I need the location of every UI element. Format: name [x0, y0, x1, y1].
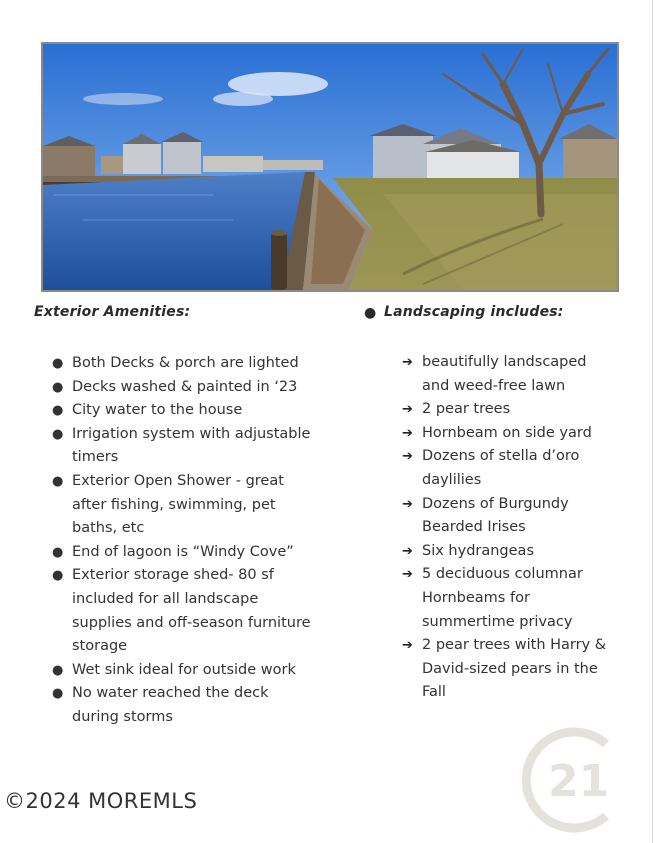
- arrow-icon: ➔: [402, 543, 413, 559]
- landscaping-item-text: Six hydrangeas: [422, 542, 534, 559]
- bullet-icon: ●: [52, 662, 64, 678]
- landscaping-item-text: Dozens of Burgundy Bearded Irises: [422, 495, 569, 536]
- amenity-item-text: Wet sink ideal for outside work: [72, 661, 296, 678]
- arrow-icon: ➔: [402, 496, 413, 512]
- landscaping-list: [402, 351, 617, 705]
- bullet-icon: ●: [52, 473, 64, 489]
- amenity-item-text: End of lagoon is “Windy Cove”: [72, 543, 294, 560]
- amenity-item-text: Exterior storage shed- 80 sf included for all landscape supplies and off-season furniture storage: [72, 567, 311, 655]
- arrow-icon: ➔: [402, 638, 413, 654]
- amenity-item: [52, 564, 312, 658]
- amenity-item-text: No water reached the deck during storms: [72, 685, 269, 725]
- bullet-icon: ●: [52, 403, 64, 419]
- amenity-item: [52, 423, 312, 470]
- arrow-icon: ➔: [402, 425, 413, 441]
- amenity-item-text: Decks washed & painted in ‘23: [72, 378, 298, 395]
- amenity-item-text: City water to the house: [72, 402, 243, 419]
- landscaping-heading-bullet: ●: [364, 305, 377, 321]
- landscaping-item: [402, 563, 617, 634]
- amenity-item: [52, 682, 312, 729]
- landscaping-item: [402, 351, 617, 398]
- amenity-item: [52, 541, 312, 565]
- landscaping-item: [402, 445, 617, 492]
- landscaping-item-text: 2 pear trees: [422, 401, 511, 418]
- bullet-icon: ●: [52, 544, 64, 560]
- page-edge-rule: [652, 0, 653, 843]
- landscaping-item-text: Dozens of stella d’oro daylilies: [422, 448, 580, 488]
- amenity-item: [52, 352, 312, 376]
- landscaping-item-text: Hornbeam on side yard: [422, 424, 592, 441]
- landscaping-item-text: beautifully landscaped and weed-free lawn: [422, 354, 587, 394]
- landscaping-item-text: 2 pear trees with Harry & David-sized pears in the Fall: [422, 637, 607, 701]
- landscaping-item-text: 5 deciduous columnar Hornbeams for summertime privacy: [422, 566, 583, 630]
- amenity-item: [52, 659, 312, 683]
- arrow-icon: ➔: [402, 355, 413, 370]
- century21-watermark: [518, 724, 628, 836]
- arrow-icon: ➔: [402, 402, 413, 418]
- amenity-item-text: Both Decks & porch are lighted: [72, 355, 299, 371]
- amenity-item-text: Irrigation system with adjustable timers: [72, 425, 311, 466]
- bullet-icon: ●: [52, 568, 64, 584]
- landscaping-item: [402, 398, 617, 422]
- landscaping-item: [402, 634, 617, 705]
- bullet-icon: ●: [52, 426, 64, 442]
- property-photo: [41, 42, 619, 292]
- landscaping-heading: Landscaping includes:: [384, 304, 564, 320]
- landscaping-item: [402, 540, 617, 564]
- arrow-icon: ➔: [402, 567, 413, 583]
- copyright-footer: ©2024 MOREMLS: [4, 789, 198, 813]
- exterior-amenities-heading: Exterior Amenities:: [34, 304, 191, 320]
- bullet-icon: ●: [52, 686, 64, 702]
- amenity-item: [52, 376, 312, 400]
- amenity-item: [52, 399, 312, 423]
- amenity-item: [52, 470, 312, 541]
- landscaping-item: [402, 493, 617, 540]
- arrow-icon: ➔: [402, 449, 413, 465]
- exterior-amenities-list: [52, 352, 312, 730]
- bullet-icon: ●: [52, 356, 64, 371]
- watermark-text: 21: [548, 756, 610, 807]
- landscaping-item: [402, 422, 617, 446]
- amenity-item-text: Exterior Open Shower - great after fishing, swimming, pet baths, etc: [72, 472, 284, 537]
- bullet-icon: ●: [52, 379, 64, 395]
